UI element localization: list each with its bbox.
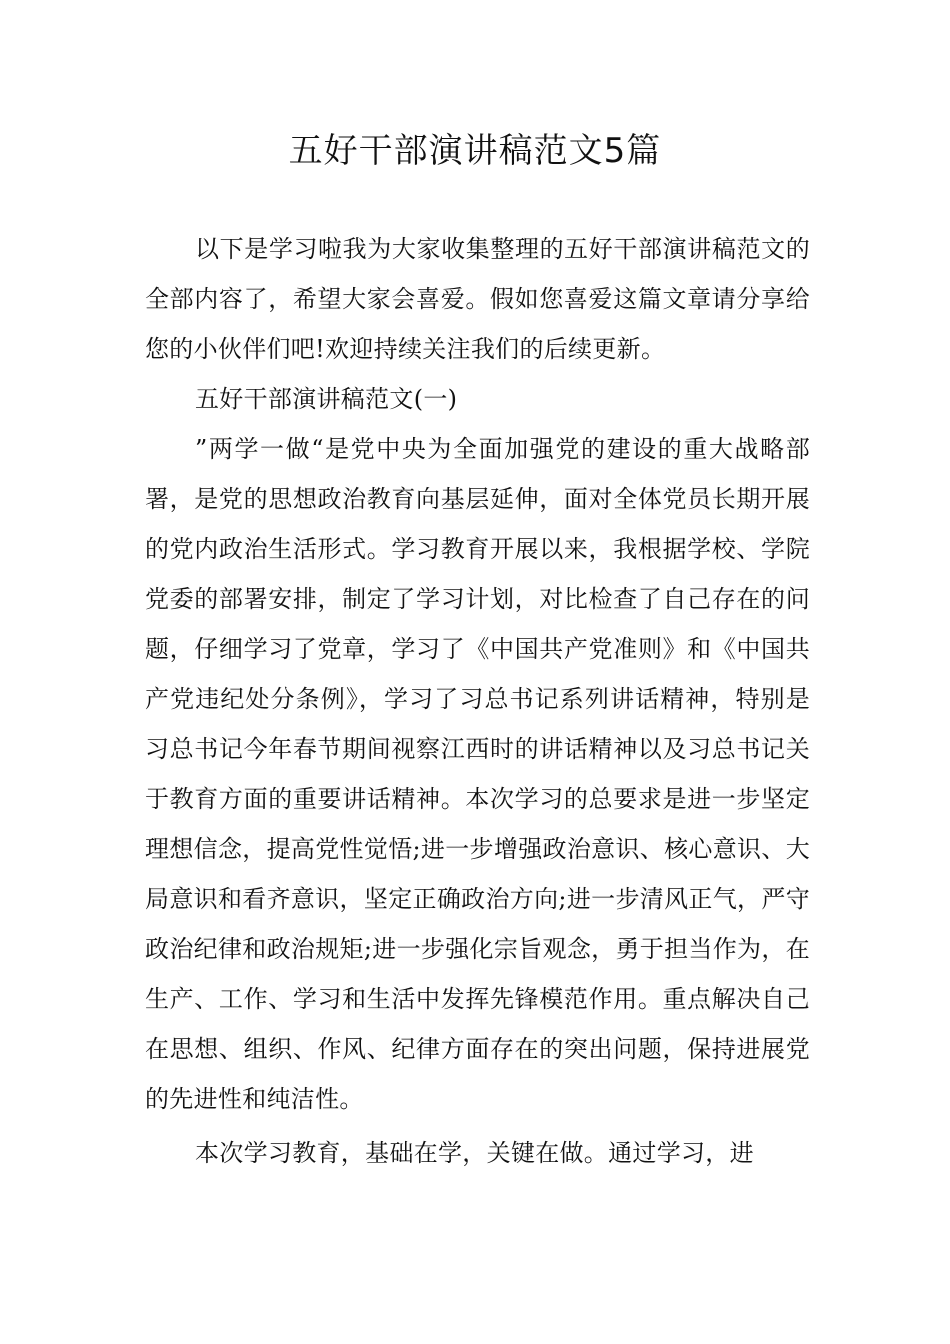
document-title: 五好干部演讲稿范文5篇 bbox=[288, 131, 662, 171]
document-body bbox=[145, 224, 810, 1178]
body-paragraph: ”两学一做“是党中央为全面加强党的建设的重大战略部署，是党的思想政治教育向基层延伸，面对全体党员长期开展的党内政治生活形式。学习教育开展以来，我根据学校、学院党委的部署安排，制定了学习计划，对比检查了自己存在的问题，仔细学习了党章，学习了《中国共产党准则》和《中国共产党违纪处分条例》，学习了习总书记系列讲话精神，特别是习总书记今年春节期间视察江西时的讲话精神以及习总书记关于教育方面的重要讲话精神。本次学习的总要求是进一步坚定理想信念，提高党性觉悟;进一步增强政治意识、核心意识、大局意识和看齐意识，坚定正确政治方向;进一步清风正气，严守政治纪律和政治规矩;进一步强化宗旨观念，勇于担当作为，在生产、工作、学习和生活中发挥先锋模范作用。重点解决自己在思想、组织、作风、纪律方面存在的突出问题，保持进展党的先进性和纯洁性。 bbox=[145, 435, 810, 1113]
intro-paragraph: 以下是学习啦我为大家收集整理的五好干部演讲稿范文的全部内容了，希望大家会喜爱。假如您喜爱这篇文章请分享给您的小伙伴们吧!欢迎持续关注我们的后续更新。 bbox=[145, 235, 810, 363]
body-paragraph: 本次学习教育，基础在学，关键在做。通过学习，进 bbox=[195, 1139, 754, 1167]
section-heading: 五好干部演讲稿范文(一) bbox=[195, 385, 458, 413]
